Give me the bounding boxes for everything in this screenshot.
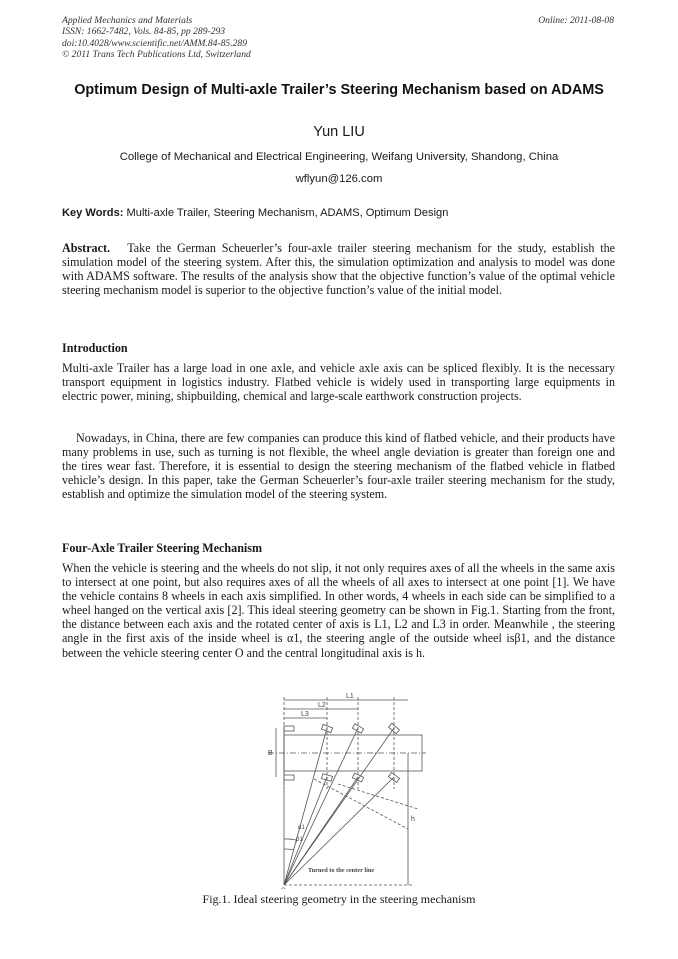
affiliation: College of Mechanical and Electrical Engineering, Weifang University, Shandong, China — [119, 151, 559, 163]
label-l1: L1 — [346, 693, 354, 700]
label-alpha: α1 — [298, 825, 305, 831]
author-email: wflyun@126.com — [295, 173, 383, 185]
four-axle-paragraph: When the vehicle is steering and the wheels do not slip, it not only requires axes of all the wheels in the same axis to intersect at one point, but also requires axes of all the wheels of all axes to intersect at one point [1]. We have the vehicle contains 8 wheels in each axis simplified. In other words, 4 wheels in each side can be simplified to a wheel hanged on the vertical axis [2]. This ideal steering geometry can be shown in Fig.1. Starting from the front, the distance between each axis and the rotated center of axis is L1, L2 and L3 in order. Meanwhile , the steering angle in the first axis of the inside wheel is α1, the steering angle of the outside wheel isβ1, and the distance between the vehicle steering center O and the central longitudinal axis is h. — [62, 561, 615, 660]
keywords-label: Key Words: — [62, 207, 124, 219]
ray-1 — [284, 728, 327, 885]
wheel-perp-2 — [338, 784, 418, 809]
section-heading-four-axle: Four-Axle Trailer Steering Mechanism — [62, 541, 263, 555]
label-beta: β1 — [296, 837, 303, 843]
label-b: B — [268, 750, 273, 757]
ray-2 — [284, 728, 358, 885]
abstract-text: Take the German Scheuerler’s four-axle trailer steering mechanism for the study, establish the simulation model of the steering system. After this, the simulation optimization and analysis to model was done with ADAMS software. The results of the analysis show that the objective function’s value of the optimal vehicle steering mechanism model is superior to the objective function’s value of the initial model. — [62, 241, 615, 298]
keywords — [62, 206, 616, 220]
label-l2: L2 — [318, 702, 326, 709]
abstract — [62, 241, 615, 297]
keywords-text: Multi-axle Trailer, Steering Mechanism, ADAMS, Optimum Design — [126, 207, 449, 219]
intro-paragraph-2-text: Nowadays, in China, there are few companies can produce this kind of flatbed vehicle, and their products have many problems in use, such as turning is not flexible, the wheel angle deviation is greater than foreign one and the tires wear fast. Therefore, it is essential to design the steering mechanism of the flatbed vehicle in flatbed vehicle’s design. In this paper, take the German Scheuerler’s four-axle trailer steering mechanism for the study, establish and optimize the simulation model of the steering system. — [62, 431, 615, 502]
steering-geometry-figure — [248, 689, 436, 889]
author-name: Yun LIU — [313, 124, 365, 140]
label-h: h — [411, 816, 415, 823]
issn-line: ISSN: 1662-7482, Vols. 84-85, pp 289-293 — [62, 26, 226, 38]
alpha-arc — [284, 839, 296, 840]
label-l3: L3 — [301, 711, 309, 718]
beta-arc — [284, 849, 294, 850]
abstract-label: Abstract. — [62, 241, 111, 255]
wheel-bottom-1 — [284, 775, 294, 780]
journal-header — [62, 15, 251, 61]
journal-name: Applied Mechanics and Materials — [62, 15, 193, 26]
intro-paragraph-2 — [62, 431, 615, 501]
online-date: Online: 2011-08-08 — [538, 15, 614, 26]
figure-caption: Fig.1. Ideal steering geometry in the steering mechanism — [202, 892, 476, 906]
doi-line: doi:10.4028/www.scientific.net/AMM.84-85.289 — [62, 37, 248, 49]
label-o — [281, 888, 286, 889]
copyright-line: © 2011 Trans Tech Publications Ltd, Switzerland — [62, 49, 251, 61]
section-heading-introduction: Introduction — [62, 341, 128, 355]
label-center-line-note: Turned to the center line — [308, 867, 375, 874]
wheel-top-1 — [284, 726, 294, 731]
intro-paragraph-1: Multi-axle Trailer has a large load in one axle, and vehicle axle axis can be spliced flexibly. It is the necessary transport equipment in logistics industry. Flatbed vehicle is widely used in transporting large equipments in electric power, mining, shipbuilding, chemical and large-scale earthwork construction projects. — [62, 361, 615, 404]
paper-title: Optimum Design of Multi-axle Trailer’s Steering Mechanism based on ADAMS — [74, 82, 604, 98]
